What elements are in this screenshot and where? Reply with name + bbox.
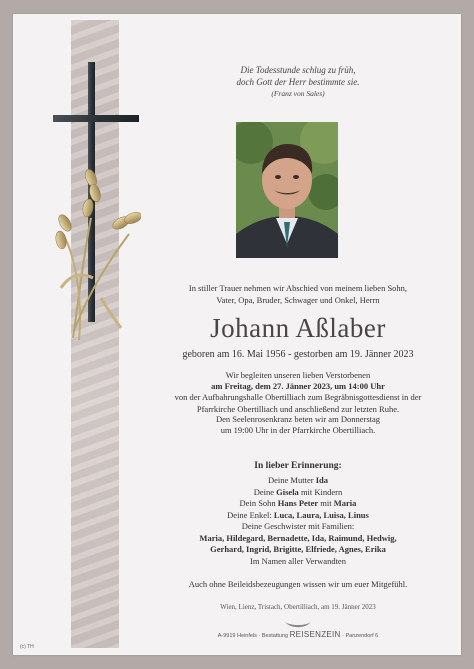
funeral-service-text <box>143 370 453 415</box>
family-wife: Deine Gisela mit Kindern <box>253 486 343 497</box>
portrait-illustration <box>236 122 338 258</box>
place-date: Wien, Lienz, Tristach, Obertilliach, am 19. Jänner 2023 <box>220 603 376 611</box>
family-siblings-intro: Deine Geschwister mit Familien: <box>241 521 355 531</box>
funeral-home-logo <box>143 619 453 639</box>
family-list <box>143 475 453 567</box>
quote-author: (Franz von Sales) <box>271 89 325 98</box>
rosary-line: um 19:00 Uhr in der Pfarrkirche Obertilliach. <box>220 425 376 436</box>
logo-address: A-9919 Heinfels · Bestattung <box>217 633 289 639</box>
logo-brand: REISENZEIN <box>289 630 341 639</box>
service-line: Wir begleiten unseren lieben Verstorbenen <box>225 370 371 380</box>
intro-text <box>143 282 453 306</box>
rosary-text <box>143 414 453 436</box>
memory-heading: In lieber Erinnerung: <box>254 461 342 471</box>
no-condolences-note: Auch ohne Beileidsbezeugungen wissen wir um euer Mitgefühl. <box>188 579 408 589</box>
deceased-name: Johann Aßlaber <box>210 313 386 343</box>
family-relatives: Im Namen aller Verwandten <box>250 555 346 566</box>
obituary-card <box>13 14 461 655</box>
portrait-photo <box>236 122 338 258</box>
corner-tag: (c) TH <box>20 644 34 650</box>
quote-line: Die Todesstunde schlug zu früh, <box>240 65 356 75</box>
family-son: Dein Sohn Hans Peter mit Maria <box>239 498 357 508</box>
family-mother: Deine Mutter Ida <box>268 475 328 485</box>
life-dates: geboren am 16. Mai 1956 - gestorben am 19. Jänner 2023 <box>182 349 414 360</box>
logo-swoosh-icon <box>283 619 313 629</box>
family-siblings: Gerhard, Ingrid, Brigitte, Elfriede, Agnes, Erika <box>210 544 386 554</box>
service-line: von der Aufbahrungshalle Obertilliach zum Begräbnisgottesdienst in der <box>174 392 422 403</box>
service-date: am Freitag, dem 27. Jänner 2023, um 14:00 Uhr <box>211 381 385 392</box>
quote-line: doch Gott der Herr bestimmte sie. <box>236 77 360 87</box>
family-grandchildren: Deine Enkel: Luca, Laura, Luisa, Linus <box>227 509 369 520</box>
intro-line: In stiller Trauer nehmen wir Abschied von meinem lieben Sohn, <box>188 283 408 293</box>
rosary-line: Den Seelenrosenkranz beten wir am Donnerstag <box>215 414 381 424</box>
quote-block <box>143 64 453 100</box>
cross-with-wheat-icon <box>31 58 141 348</box>
service-line: Pfarrkirche Obertilliach und anschließend zur letzten Ruhe. <box>196 403 400 414</box>
intro-line: Vater, Opa, Bruder, Schwager und Onkel, Herrn <box>216 295 380 305</box>
family-siblings: Maria, Hildegard, Bernadette, Ida, Raimund, Hedwig, <box>199 532 397 543</box>
logo-address: · Panzendorf 6 <box>342 633 379 639</box>
